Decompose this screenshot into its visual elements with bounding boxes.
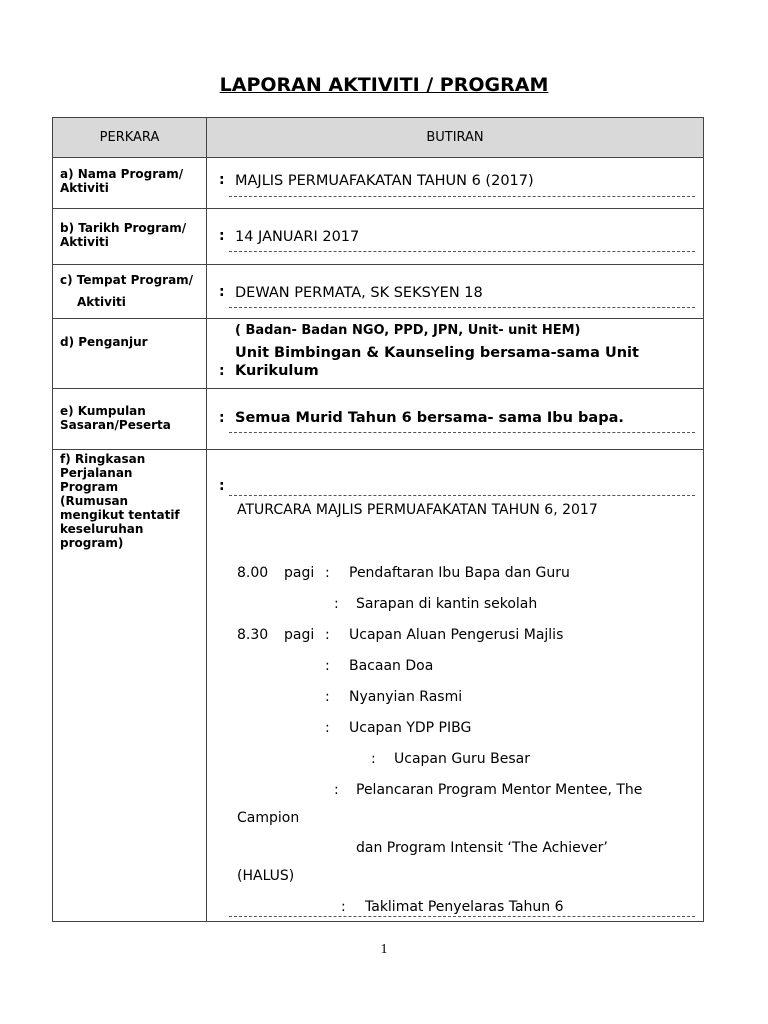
schedule-colon: : bbox=[325, 565, 330, 581]
schedule-heading: ATURCARA MAJLIS PERMUAFAKATAN TAHUN 6, 2017 bbox=[237, 502, 598, 518]
header-butiran: BUTIRAN bbox=[207, 118, 704, 158]
schedule-colon: : bbox=[325, 720, 330, 736]
colon: : bbox=[219, 228, 225, 244]
dotted-line bbox=[229, 916, 695, 917]
row-label-cell bbox=[53, 209, 207, 265]
schedule-item: Ucapan Aluan Pengerusi Majlis bbox=[349, 627, 564, 643]
header-row bbox=[53, 118, 704, 158]
row-label: a) Nama Program/ Aktiviti bbox=[60, 167, 184, 195]
colon: : bbox=[219, 478, 225, 494]
schedule-item: Bacaan Doa bbox=[349, 658, 434, 674]
header-perkara: PERKARA bbox=[53, 118, 207, 158]
dotted-line bbox=[229, 251, 695, 252]
dotted-line bbox=[229, 432, 695, 433]
schedule-item: dan Program Intensit ‘The Achiever’ bbox=[356, 840, 608, 856]
table-row bbox=[53, 450, 704, 922]
schedule-period: pagi bbox=[284, 627, 315, 643]
schedule-item: Campion bbox=[237, 810, 300, 826]
colon: : bbox=[219, 410, 225, 426]
program-date-value: 14 JANUARI 2017 bbox=[235, 229, 360, 245]
table-row bbox=[53, 209, 704, 265]
colon: : bbox=[219, 172, 225, 188]
schedule-item: Pendaftaran Ibu Bapa dan Guru bbox=[349, 565, 570, 581]
report-table bbox=[52, 117, 704, 922]
row-label-continued: Aktiviti bbox=[77, 295, 126, 309]
row-label: e) Kumpulan Sasaran/Peserta bbox=[60, 404, 171, 432]
schedule-item: Nyanyian Rasmi bbox=[349, 689, 463, 705]
schedule-item: Ucapan YDP PIBG bbox=[349, 720, 472, 736]
program-venue-value: DEWAN PERMATA, SK SEKSYEN 18 bbox=[235, 285, 483, 301]
row-value-cell bbox=[207, 319, 704, 389]
organizer-note: ( Badan- Badan NGO, PPD, JPN, Unit- unit HEM) bbox=[235, 323, 581, 338]
program-name-value: MAJLIS PERMUAFAKATAN TAHUN 6 (2017) bbox=[235, 173, 534, 189]
schedule-item: Taklimat Penyelaras Tahun 6 bbox=[365, 899, 564, 915]
row-value-cell bbox=[207, 209, 704, 265]
colon: : bbox=[219, 363, 225, 379]
row-value-cell bbox=[207, 389, 704, 450]
table-row bbox=[53, 158, 704, 209]
page-number: 1 bbox=[380, 942, 388, 957]
table-row bbox=[53, 389, 704, 450]
dotted-line bbox=[229, 495, 695, 496]
schedule-time: 8.00 bbox=[237, 565, 269, 581]
schedule-colon: : bbox=[325, 658, 330, 674]
row-value-cell bbox=[207, 265, 704, 319]
schedule-colon: : bbox=[325, 689, 330, 705]
schedule-colon: : bbox=[334, 782, 339, 798]
row-label: f) Ringkasan Perjalanan Program (Rumusan mengikut tentatif keseluruhan program) bbox=[60, 452, 180, 550]
row-label-cell bbox=[53, 158, 207, 209]
row-label: b) Tarikh Program/ Aktiviti bbox=[60, 221, 187, 249]
schedule-item: Sarapan di kantin sekolah bbox=[356, 596, 538, 612]
schedule-colon: : bbox=[325, 627, 330, 643]
schedule-colon: : bbox=[371, 751, 376, 767]
organizer-value-line2: Kurikulum bbox=[235, 363, 319, 379]
schedule-item: Pelancaran Program Mentor Mentee, The bbox=[356, 782, 643, 798]
organizer-value-line1: Unit Bimbingan & Kaunseling bersama-sama Unit bbox=[235, 345, 639, 361]
row-label: d) Penganjur bbox=[60, 335, 148, 349]
row-label-cell bbox=[53, 319, 207, 389]
schedule-cell bbox=[207, 450, 704, 922]
schedule-colon: : bbox=[341, 899, 346, 915]
table-row bbox=[53, 265, 704, 319]
row-label-cell bbox=[53, 389, 207, 450]
table-row bbox=[53, 319, 704, 389]
row-label-cell bbox=[53, 265, 207, 319]
row-label-cell bbox=[53, 450, 207, 922]
schedule-colon: : bbox=[334, 596, 339, 612]
target-group-value: Semua Murid Tahun 6 bersama- sama Ibu bapa. bbox=[235, 410, 624, 426]
dotted-line bbox=[229, 307, 695, 308]
dotted-line bbox=[229, 196, 695, 197]
colon: : bbox=[219, 284, 225, 300]
row-label: c) Tempat Program/ bbox=[60, 273, 194, 287]
schedule-item: (HALUS) bbox=[237, 868, 295, 884]
schedule-time: 8.30 bbox=[237, 627, 269, 643]
schedule-item: Ucapan Guru Besar bbox=[394, 751, 530, 767]
report-title: LAPORAN AKTIVITI / PROGRAM bbox=[219, 74, 549, 96]
schedule-period: pagi bbox=[284, 565, 315, 581]
row-value-cell bbox=[207, 158, 704, 209]
